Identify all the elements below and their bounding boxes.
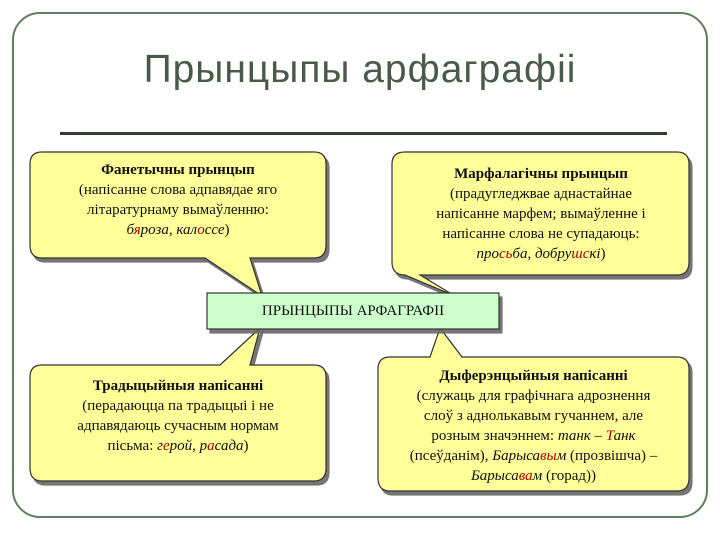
morphological-line1: (прадугледжвае аднастайнае bbox=[450, 186, 632, 202]
differential-line1: (служаць для графічнага адрознення bbox=[416, 388, 651, 404]
traditional-heading: Традыцыйныя напісанні bbox=[92, 378, 264, 394]
differential-line4: (псеўданім), Барысавым (прозвішча) – bbox=[409, 448, 658, 464]
traditional-line3: пісьма: герой, расада) bbox=[107, 438, 249, 454]
morphological-heading: Марфалагічны прынцып bbox=[454, 166, 628, 182]
differential-line3: розным значэннем: танк – Танк bbox=[431, 428, 636, 444]
differential-text bbox=[382, 366, 685, 486]
traditional-line1: (перадаюцца па традыцыі і не bbox=[82, 398, 274, 414]
phonetic-text bbox=[40, 160, 316, 240]
phonetic-examples: бяроза, калоссе) bbox=[126, 222, 230, 238]
morphological-examples: просьба, добрушскі) bbox=[476, 246, 606, 262]
differential-heading: Дыферэнцыйныя напісанні bbox=[439, 368, 628, 384]
morphological-line2: напісанне марфем; вымаўленне і bbox=[436, 206, 646, 222]
traditional-text bbox=[38, 376, 318, 456]
differential-line5: Барысавам (горад)) bbox=[470, 468, 597, 484]
phonetic-line2: літаратурнаму вымаўленню: bbox=[87, 202, 269, 218]
phonetic-line1: (напісанне слова адпавядае яго bbox=[78, 182, 278, 198]
center-label: ПРЫНЦЫПЫ АРФАГРАФІІ bbox=[261, 302, 445, 319]
phonetic-heading: Фанетычны прынцып bbox=[101, 162, 255, 178]
slide-title: Прынцыпы арфаграфіі bbox=[143, 48, 577, 91]
differential-line2: слоў з аднолькавым гучаннем, але bbox=[423, 408, 644, 424]
morphological-text bbox=[400, 164, 682, 264]
morphological-line3: напісанне слова не супадаюць: bbox=[442, 226, 640, 242]
traditional-line2: адпавядаюць сучасным нормам bbox=[77, 418, 279, 434]
